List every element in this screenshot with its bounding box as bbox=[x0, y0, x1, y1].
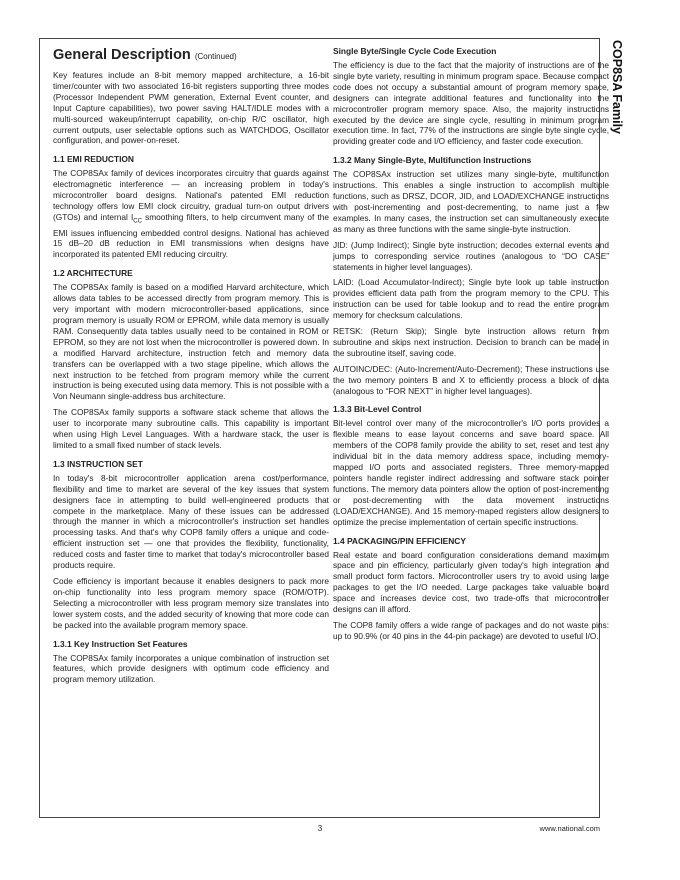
key-features-heading: 1.3.1 Key Instruction Set Features bbox=[53, 638, 188, 649]
emi-text-after: smoothing filters, to help circumvent many of the EMI issues influencing embedded control designs. National has achieved 15 dB–20 dB reduction in EMI transmissions when designs have incorporated its patented EMI reducing circuitry. bbox=[53, 211, 329, 260]
bit-level-paragraph: Bit-level control over many of the microcontroller's I/O ports provides a flexible means to ease layout concerns and save board space. All members of the COP8 family provide the ability to set, reset and test any individual bit in the data memory address space, including memory-mapped I/O ports and associated registers. Three memory-mapped pointers handle register indirect addressing and software stack pointer functions. The memory data pointers allow the option of post-incrementing or post-decrementing with the data movement instructions (LOAD/EXCHANGE). And 15 memory-maped registers allow designers to optimize the precise implementation of certain specific instructions. bbox=[333, 418, 609, 527]
instruction-set-paragraph-2: Code efficiency is important because it enables designers to pack more on-chip functionality into less program memory space (ROM/OTP). Selecting a microcontroller with less program memory size translates into lower system costs, and the added security of knowing that more code can be packed into the available program memory space. bbox=[53, 576, 329, 630]
intro-paragraph: Key features include an 8-bit memory mapped architecture, a 16-bit timer/counter with two associated 16-bit registers supporting three modes (Processor Independent PWM generation, External Event counter, and Input Capture capabilities), two power saving HALT/IDLE modes with a multi-sourced wakeup/interrupt capability, on-chip R/C oscillator, high current outputs, user selectable options such as WATCHDOG, Oscillator configuration, and power-on-reset. bbox=[53, 70, 329, 146]
single-byte-paragraph: The efficiency is due to the fact that the majority of instructions are of the single byte variety, resulting in minimum program space. Because compact code does not occupy a substantial amount of program memory space, designers can integrate additional features and functionality into the microcontroller program memory space. Also, the majority instructions executed by the device are single cycle, resulting in minimum program execution time. In fact, 77% of the instructions are single byte single cycle, providing greater code and I/O efficiency, and faster code execution. bbox=[333, 60, 609, 147]
architecture-paragraph-2: The COP8SAx family supports a software stack scheme that allows the user to incorporate many subroutine calls. This capability is important when using High Level Languages. With a hardware stack, the user is limited to a small fixed number of stack levels. bbox=[53, 407, 329, 450]
side-title-text: COP8SA Family bbox=[610, 40, 624, 135]
multifunction-paragraph-3: LAID: (Load Accumulator-Indirect); Single byte look up table instruction provides efficient data path from the program memory to the CPU. This instruction can be used for table lookup and to read the entire program memory for checksum calculations. bbox=[333, 277, 609, 321]
key-features-paragraph: The COP8SAx family incorporates a unique combination of instruction set features, which provide designers with optimum code efficiency and program memory utilization. bbox=[53, 652, 329, 685]
multifunction-paragraph-1: The COP8SAx instruction set utilizes many single-byte, multifunction instructions. This enables a single instruction to accomplish multiple functions, such as DRSZ, DCOR, JID, and LOAD/EXCHANGE instructions with post-incrementing and post-decrementing, to name just a few examples. In many cases, the instruction set can simultaneously execute as many as three functions with the same single-byte instruction. bbox=[333, 169, 609, 234]
footer-url[interactable]: www.national.com bbox=[539, 824, 600, 833]
single-byte-heading: Single Byte/Single Cycle Code Execution bbox=[333, 46, 497, 56]
emi-subscript: CC bbox=[133, 218, 142, 225]
packaging-paragraph-1: Real estate and board configuration considerations demand maximum space and pin efficiency, particularly given today's high integration and small product form factors. Microcontroller users try to avoid using large packages to get the I/O needed. Large packages take valuable board space and increases device cost, two trade-offs that microcontroller designs can ill afford. bbox=[333, 549, 609, 615]
packaging-heading: 1.4 PACKAGING/PIN EFFICIENCY bbox=[333, 535, 466, 546]
page-title bbox=[53, 46, 329, 66]
page-title-text: General Description bbox=[53, 47, 191, 63]
side-title bbox=[606, 40, 626, 150]
emi-paragraph bbox=[53, 168, 329, 260]
right-column bbox=[333, 46, 609, 647]
packaging-paragraph-2: The COP8 family offers a wide range of packages and do not waste pins: up to 90.9% (or 40 pins in the 44-pin package) are devoted to useful I/O. bbox=[333, 619, 609, 641]
multifunction-paragraph-5: AUTOINC/DEC: (Auto-Increment/Auto-Decrement); These instructions use the two memory pointers B and X to efficiently process a block of data (analogous to “FOR NEXT” in higher level languages). bbox=[333, 363, 609, 396]
page-title-suffix: (Continued) bbox=[194, 52, 237, 61]
multifunction-paragraph-2: JID: (Jump Indirect); Single byte instruction; decodes external events and jumps to corresponding service routines (analogous to “DO CASE” statements in higher level languages). bbox=[333, 239, 609, 272]
multifunction-heading: 1.3.2 Many Single-Byte, Multifunction Instructions bbox=[333, 155, 532, 166]
architecture-heading: 1.2 ARCHITECTURE bbox=[53, 268, 133, 279]
emi-text: The COP8SAx family of devices incorporates circuitry that guards against electromagnetic interference — an increasing problem in today's microcontroller board designs. National's patented EMI reduction technology offers low EMI clock circuitry, gradual turn-on output drivers (GTOs) and internal I bbox=[53, 168, 329, 222]
left-column bbox=[53, 46, 329, 690]
instruction-set-heading: 1.3 INSTRUCTION SET bbox=[53, 458, 143, 469]
architecture-paragraph-1: The COP8SAx family is based on a modified Harvard architecture, which allows data tables to be accessed directly from program memory. This is very important with modern microcontroller-based applications, since program memory is usually ROM or EPROM, while data memory is usually RAM. Consequently data tables usually need to be contained in ROM or EPROM, so they are not lost when the microcontroller is powered down. In a modified Harvard architecture, instruction fetch and memory data transfers can be overlapped with a two stage pipeline, which allows the next instruction to be fetched from program memory while the current instruction is being executed using data memory. This is not possible with a Von Neumann single-address bus architecture. bbox=[53, 282, 329, 402]
bit-level-heading: 1.3.3 Bit-Level Control bbox=[333, 404, 422, 415]
page-number: 3 bbox=[317, 824, 323, 833]
multifunction-paragraph-4: RETSK: (Return Skip); Single byte instruction allows return from subroutine and skips next instruction. Decision to branch can be made in the subroutine itself, saving code. bbox=[333, 326, 609, 358]
instruction-set-paragraph-1: In today's 8-bit microcontroller application arena cost/performance, flexibility and time to market are several of the key issues that system designers face in attempting to build well-engineered products that compete in the marketplace. Many of these issues can be addressed through the manner in which a microcontroller's instruction set handles processing tasks. And that's why COP8 family offers a unique and code-efficient instruction set — one that provides the flexibility, functionality, reduced costs and faster time to market that today's microcontroller based products require. bbox=[53, 472, 329, 571]
emi-heading: 1.1 EMI REDUCTION bbox=[53, 154, 134, 165]
